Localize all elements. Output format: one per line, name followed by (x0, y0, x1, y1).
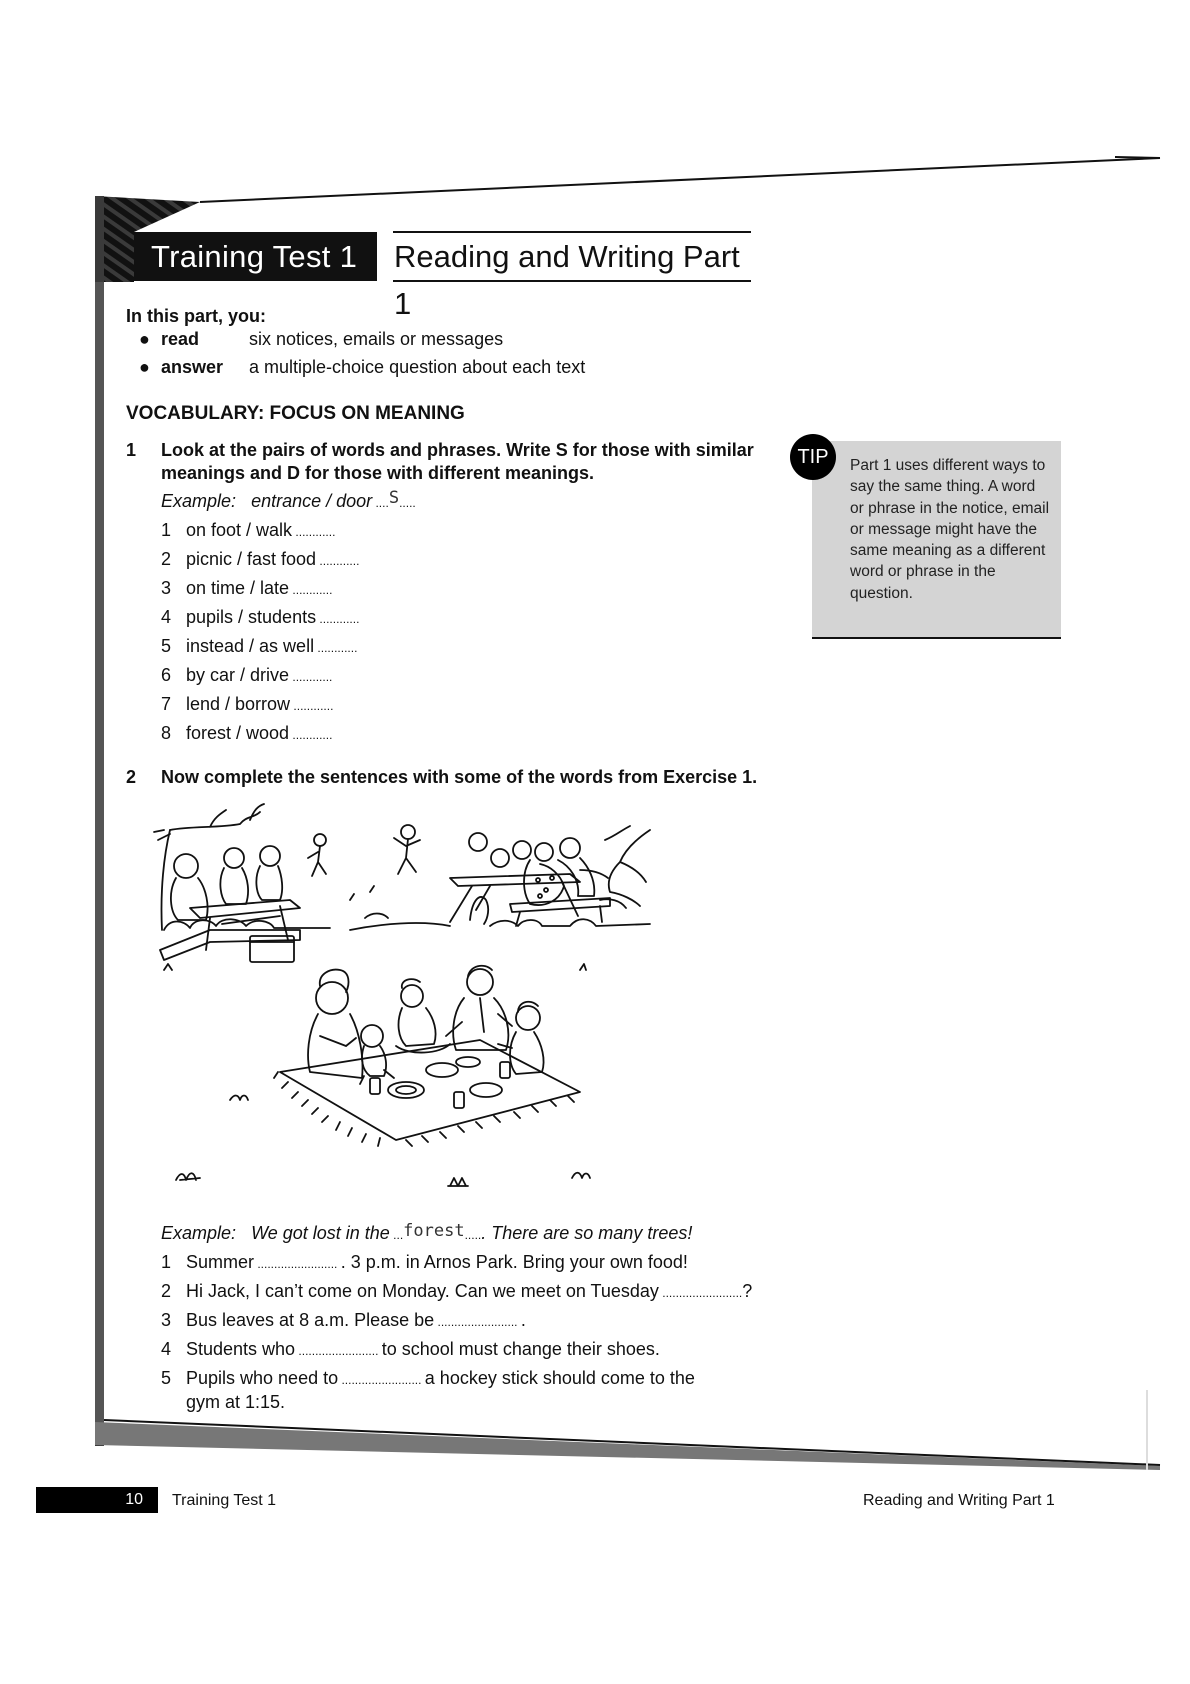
tip-badge: TIP (790, 434, 836, 480)
bullet-verb-answer: answer (161, 357, 224, 377)
item-text: instead / as well (186, 636, 315, 656)
list-item (186, 548, 359, 572)
item-text: on foot / walk (186, 520, 293, 540)
bullet-icon: ● (139, 329, 150, 349)
ex1-instruction-line2: meanings and D for those with different meanings. (161, 463, 595, 483)
answer-blank: ..... (464, 1228, 482, 1242)
example-text: entrance / door (251, 491, 373, 511)
answer-blank[interactable]: ............ (289, 583, 333, 597)
sentence-item (186, 1338, 660, 1362)
ex1-example (161, 490, 416, 514)
list-item (186, 722, 332, 746)
page-number: 10 (36, 1487, 158, 1513)
sentence-before: Summer (186, 1252, 255, 1272)
part-title: Reading and Writing Part 1 (393, 231, 751, 282)
exercise-number: 1 (126, 440, 137, 460)
answer-blank: ..... (399, 496, 416, 510)
exercise-number: 2 (126, 767, 137, 787)
item-text: forest / wood (186, 723, 290, 743)
answer-blank[interactable]: ............ (290, 699, 334, 713)
bullet-desc: six notices, emails or messages (249, 329, 504, 349)
item-number: 7 (161, 694, 172, 714)
list-item (186, 606, 359, 630)
ex1-instruction-line1: Look at the pairs of words and phrases. Write S for those with similar (161, 440, 754, 460)
bullet-icon: ● (139, 357, 150, 377)
item-number: 1 (161, 520, 172, 540)
example-label: Example: (161, 1223, 237, 1243)
answer-blank[interactable]: ............ (316, 554, 360, 568)
answer-blank[interactable]: ............ (289, 728, 333, 742)
list-item (186, 577, 332, 601)
sentence-before: Students who (186, 1339, 296, 1359)
item-number: 2 (161, 1281, 172, 1301)
item-text: pupils / students (186, 607, 317, 627)
sentence-before: Bus leaves at 8 a.m. Please be (186, 1310, 435, 1330)
bullet-verb-read: read (161, 329, 200, 349)
example-before: We got lost in the (251, 1223, 390, 1243)
item-number: 6 (161, 665, 172, 685)
list-item (186, 664, 332, 688)
ex2-example (161, 1222, 692, 1246)
item-text: by car / drive (186, 665, 290, 685)
handwritten-answer: S (388, 488, 400, 508)
item-number: 1 (161, 1252, 172, 1272)
sentence-after: to school must change their shoes. (381, 1339, 660, 1359)
intro-heading: In this part, you: (126, 306, 267, 326)
sentence-item (186, 1251, 688, 1275)
section-heading: VOCABULARY: FOCUS ON MEANING (126, 403, 465, 424)
answer-blank[interactable]: ........................ (338, 1373, 425, 1387)
item-number: 4 (161, 1339, 172, 1359)
tip-text: Part 1 uses different ways to say the same thing. A word or phrase in the notice, email or message might have the same meaning as a different word or phrase in the question. (850, 457, 1050, 602)
sentence-before: Pupils who need to (186, 1368, 339, 1388)
sentence-after: ? (742, 1281, 753, 1301)
item-text: on time / late (186, 578, 290, 598)
example-label: Example: (161, 491, 237, 511)
answer-blank[interactable]: ........................ (295, 1344, 382, 1358)
answer-blank[interactable]: ............ (314, 641, 358, 655)
test-title: Training Test 1 (134, 232, 377, 281)
answer-blank[interactable]: ............ (316, 612, 360, 626)
ex2-instruction: Now complete the sentences with some of the words from Exercise 1. (161, 767, 758, 787)
answer-blank: ... (389, 1228, 404, 1242)
item-number: 8 (161, 723, 172, 743)
item-number: 4 (161, 607, 172, 627)
answer-blank[interactable]: ........................ (434, 1315, 521, 1329)
sentence-item (186, 1280, 752, 1304)
footer-test-title: Training Test 1 (172, 1492, 277, 1509)
answer-blank: .... (372, 496, 389, 510)
item-number: 3 (161, 1310, 172, 1330)
sentence-item (186, 1309, 526, 1333)
example-after: . There are so many trees! (481, 1223, 693, 1243)
answer-blank[interactable]: ............ (289, 670, 333, 684)
sentence-before: Hi Jack, I can’t come on Monday. Can we meet on Tuesday (186, 1281, 659, 1301)
item-text: picnic / fast food (186, 549, 317, 569)
answer-blank[interactable]: ........................ (658, 1286, 743, 1300)
sentence-item (186, 1367, 695, 1391)
sentence-after: . 3 p.m. in Arnos Park. Bring your own food! (340, 1252, 688, 1272)
item-number: 3 (161, 578, 172, 598)
answer-blank[interactable]: ............ (292, 525, 336, 539)
item-text: lend / borrow (186, 694, 291, 714)
list-item (186, 635, 357, 659)
list-item (186, 693, 333, 717)
footer-part-title: Reading and Writing Part 1 (863, 1492, 1055, 1509)
bullet-desc: a multiple-choice question about each text (249, 357, 586, 377)
list-item (186, 519, 335, 543)
sentence-after: . (520, 1310, 526, 1330)
handwritten-answer: forest (403, 1221, 465, 1241)
sentence-after: a hockey stick should come to the (424, 1368, 695, 1388)
answer-blank[interactable]: ........................ (254, 1257, 341, 1271)
picnic-illustration (150, 800, 670, 1200)
item-number: 2 (161, 549, 172, 569)
item-number: 5 (161, 1368, 172, 1388)
item-number: 5 (161, 636, 172, 656)
sentence-line2: gym at 1:15. (186, 1392, 286, 1412)
